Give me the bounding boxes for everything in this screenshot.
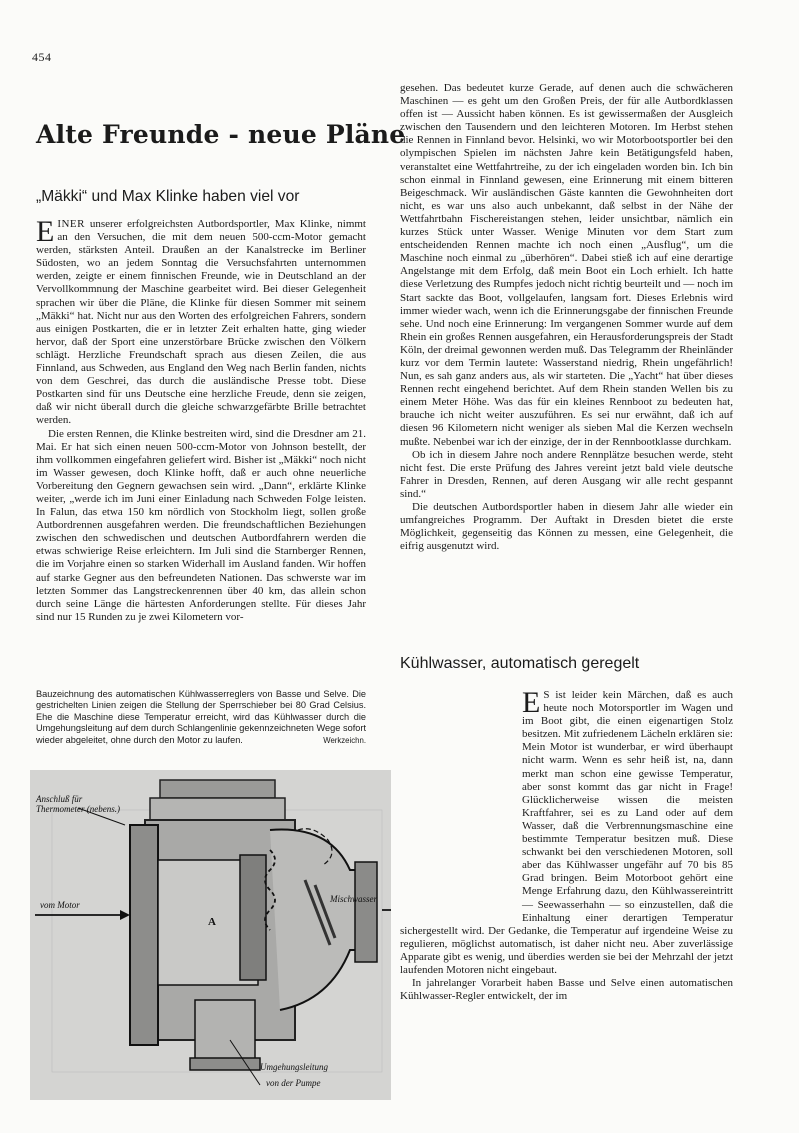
outlet-flange xyxy=(355,862,377,962)
article-paragraph: gesehen. Das bedeutet kurze Gerade, auf denen auch die schwächeren Maschinen — es geht um den Großen Preis, der für alle Autbordklassen offen ist — Aussicht haben können. Es ist gewissermaßen der Ausgleich zwischen den Tausendern und den leichteren Motoren. Im Herbst stehen die Rennen in Finnland bevor. Helsinki, wo wir Motorbootsportler bei den olympischen Spielen im nächsten Jahre kein Betätigungsfeld haben, veranstaltet eine Wettfahrtreihe, zu der ich eingeladen worden bin. Ich bin schon einmal in Finnland gewesen, eine Erinnerung mit einem bitteren Beigeschmack. Wir ausländischen Gäste kannten die Gewohnheiten dort nicht, es war uns also auch unbekannt, daß selbst in der Nähe der Wettfahrtbahn Fischereistangen stehen, leider unsichtbar, nämlich ein kurzes Stück unter Wasser. Wenige Minuten vor dem Start zum entscheidenden Rennen machte ich noch einen „Ausflug“, um die Maschine noch einmal zu „überhören“. Dabei stieß ich auf eine derartige Angelstange mit dem Erfolg, daß mein Boot ein Loch erhielt. Ich hatte diese Verletzung des Rumpfes jedoch nicht richtig beurteilt und — noch im Start sackte das Boot, vollgelaufen, langsam fort. Dieses Erlebnis wird immer wieder wach, wenn ich die Erinnerungsgabe der finnischen Freunde sehe. Und noch eine Erinnerung: Im vergangenen Sommer wurde auf dem Rhein ein großes Rennen ausgefahren, ein Herausforderungspreis der Stadt Köln, der dreimal gewonnen werden muß. Das Telegramm der Rheinländer kurz vor dem Termin lautete: Wasserstand niedrig, Rhein ungefährlich! Nun, es sah ganz anders aus, als wir starteten. Die „Yacht“ hat über dieses Rennen recht eingehend berichtet. Auf dem Rhein standen Wellen bis zu einem Meter Höhe. Was das für ein kleines Rennboot zu bedeuten hat, brauche ich nicht weiter auszuführen. Es sei nur erwähnt, daß ich auf diesen 96 Kilometern nicht weniger als sieben Mal die Kerzen wechseln mußte. Nebenbei war ich der einzige, der in der Rennbootklasse durchkam. xyxy=(400,82,733,448)
top-cap xyxy=(150,798,285,820)
drawing-svg xyxy=(30,770,391,1100)
section-heading: Kühlwasser, automatisch geregelt xyxy=(400,655,640,672)
thermometer-label: Anschluß für xyxy=(36,794,83,804)
pump-connector xyxy=(195,1000,255,1060)
paragraph-text: S ist leider kein Märchen, daß es auch heute noch Motorsportler im Wagen und im Boot gibt, die einen eigenartigen Stolz besitzen. Mit zufriedenem Lächeln erklären sie: Mein Motor ist wunderbar, er wird überhaupt nicht warm. Wenn es sehr heiß ist, na, dann merkt man schon eine gewisse Temperatur, aber sonst kommt das gar nicht in Frage! Glücklicherweise wissen die meisten Kraftfahrer, sei es zu Land oder auf dem Wasser, daß die Verbrennungsmaschine eine bestimmte Temperatur besitzen muß. Diese schwankt bei den verschiedenen Motoren, soll aber das Kühlwasser ungefähr auf 70 bis 85 Grad bringen. Beim Motorboot gehört eine Menge Erfahrung dazu, den Kühlwassereintritt — Seewasserhahn — so einzustellen, daß die Einhaltung einer derartigen Temperatur sichergestellt wird. Der Gedanke, die Temperatur auf irgendeine Weise zu regulieren, möglichst automatisch, ist daher nicht neu. Aber zuverlässige Apparate gibt es wenig, und überdies werden sie bei der Mehrzahl der jetzt laufenden Motoren nicht eingebaut. xyxy=(400,689,733,976)
article-paragraph: Ob ich in diesem Jahre noch andere Rennplätze besuchen werde, steht nicht fest. Die erste Prüfung des Jahres vereint jetzt bald viele deutsche Fahrer in Dresden, Rennen, auf deren Ausgang wir alle recht gespannt sind.“ xyxy=(400,448,733,500)
mixed-water-label: Mischwasser xyxy=(330,894,377,904)
bottom-flange xyxy=(190,1058,260,1070)
article-column-coolant xyxy=(400,686,733,1003)
article-paragraph xyxy=(36,215,366,428)
subheadline: „Mäkki“ und Max Klinke haben viel vor xyxy=(36,188,300,205)
article-paragraph: In jahrelanger Vorarbeit haben Basse und Selve einen automatischen Kühlwasser-Regler entwickelt, der im xyxy=(400,977,733,1003)
article-column-left xyxy=(36,215,366,624)
headline: Alte Freunde - neue Pläne xyxy=(36,120,406,149)
left-flange xyxy=(130,825,158,1045)
caption-text: Bauzeichnung des automatischen Kühlwasserreglers von Basse und Selve. Die gestrichelten Linien zeigen die Stellung der Sperrschieber bei 80 Grad Celsius. Ehe die Maschine diese Temperatur erreicht, wird das Kühlwasser durch die Umgehungsleitung auf dem durch Schlangenlinie gekennzeichneten Wege sofort wieder abgeleitet, ohne durch den Motor zu laufen. xyxy=(36,689,366,745)
figure-credit: Werkzeichn. xyxy=(323,736,366,746)
top-flange xyxy=(160,780,275,798)
lead-in: INER xyxy=(57,218,85,230)
page-number: 454 xyxy=(32,50,52,64)
article-paragraph: Die deutschen Autbordsportler haben in diesem Jahr alle wieder ein umfangreiches Programm. Der Auftakt in Dresden bietet die erste Möglichkeit, gegenseitig das Können zu messen, eine Gelegenheit, die eifrig ausgenutzt wird. xyxy=(400,501,733,553)
pump-label: von der Pumpe xyxy=(266,1078,321,1088)
dropcap: E xyxy=(36,215,55,248)
technical-drawing xyxy=(30,770,391,1100)
article-column-right xyxy=(400,82,733,553)
text-wrap-spacer xyxy=(400,689,522,918)
valve-cylinder xyxy=(240,855,266,980)
bypass-label: Umgehungsleitung xyxy=(260,1062,328,1072)
from-motor-label: vom Motor xyxy=(40,900,80,910)
part-a-label: A xyxy=(208,916,216,928)
figure-caption xyxy=(36,689,366,746)
article-paragraph: Die ersten Rennen, die Klinke bestreiten wird, sind die Dresdner am 21. Mai. Er hat sich einen neuen 500-ccm-Motor von Johnson bestellt, der ihm vollkommen eingefahren geliefert wird. Bisher ist „Mäkki“ noch nicht im Wasser gewesen, doch Klinke hofft, daß er auch ohne neuerliche Vorbereitung den Gegnern gewachsen sein wird. „Dann“, erklärte Klinke weiter, „werde ich im Juni einer Einladung nach Schweden Folge leisten. In Falun, das etwa 150 km nördlich von Stockholm liegt, sollen große Autbordrennen ausgefahren werden. Die freundschaftlichen Beziehungen zwischen den schwedischen und deutschen Autbordfahrern werden die etwas schwierige Reise erleichtern. Im Juli sind die Starnberger Rennen, die im Vorjahre einen so starken Widerhall im Ausland fanden. Wir hoffen auf starke Gegner aus den befreundeten Nationen. Das schwerste war im letzten Sommer das Langstreckenrennen über 40 km, das allein schon durch seine Länge die härtesten Anforderungen stellte. Für dieses Jahr sind nur 15 Runden zu je zwei Kilometern vor- xyxy=(36,427,366,623)
paragraph-text: unserer erfolgreichsten Autbordsportler, Max Klinke, nimmt an den Versuchen, die mit dem neuen 500-ccm-Motor gemacht werden, stärksten Anteil. Draußen an der Kanalstrecke im Berliner Südosten, wo an jedem Sonntag die Versuchsfahrten unternommen werden, zeigte er einem finnischen Freunde, wie in Deutschland an der Vervollkommnung der Maschine gearbeitet wird. Bei dieser Gelegenheit sprachen wir über die Pläne, die Klinke für diesen Sommer mit seinem „Mäkki“ hat. Nicht nur aus den Worten des erfolgreichen Fahrers, sondern aus einigen Postkarten, die er in letzter Zeit erhalten hatte, ging wieder hervor, daß der Sport eine unzerstörbare Brücke zwischen den Völkern schlägt. Herzliche Freundschaft sprach aus diesen Zeilen, die aus Finnland, aus Schweden, aus England den Weg nach Berlin fanden, nichts von dem Geschrei, das durch die ausländische Presse tobt. Diese Postkarten sind für uns Deutsche eine herzliche Freude, denn sie zeigen, daß wir nicht überall durch die gleiche schwarzgefärbte Brille betrachtet werden. xyxy=(36,218,366,427)
thermometer-label-2: Thermometer (nebens.) xyxy=(36,804,120,814)
dropcap: E xyxy=(522,686,541,719)
